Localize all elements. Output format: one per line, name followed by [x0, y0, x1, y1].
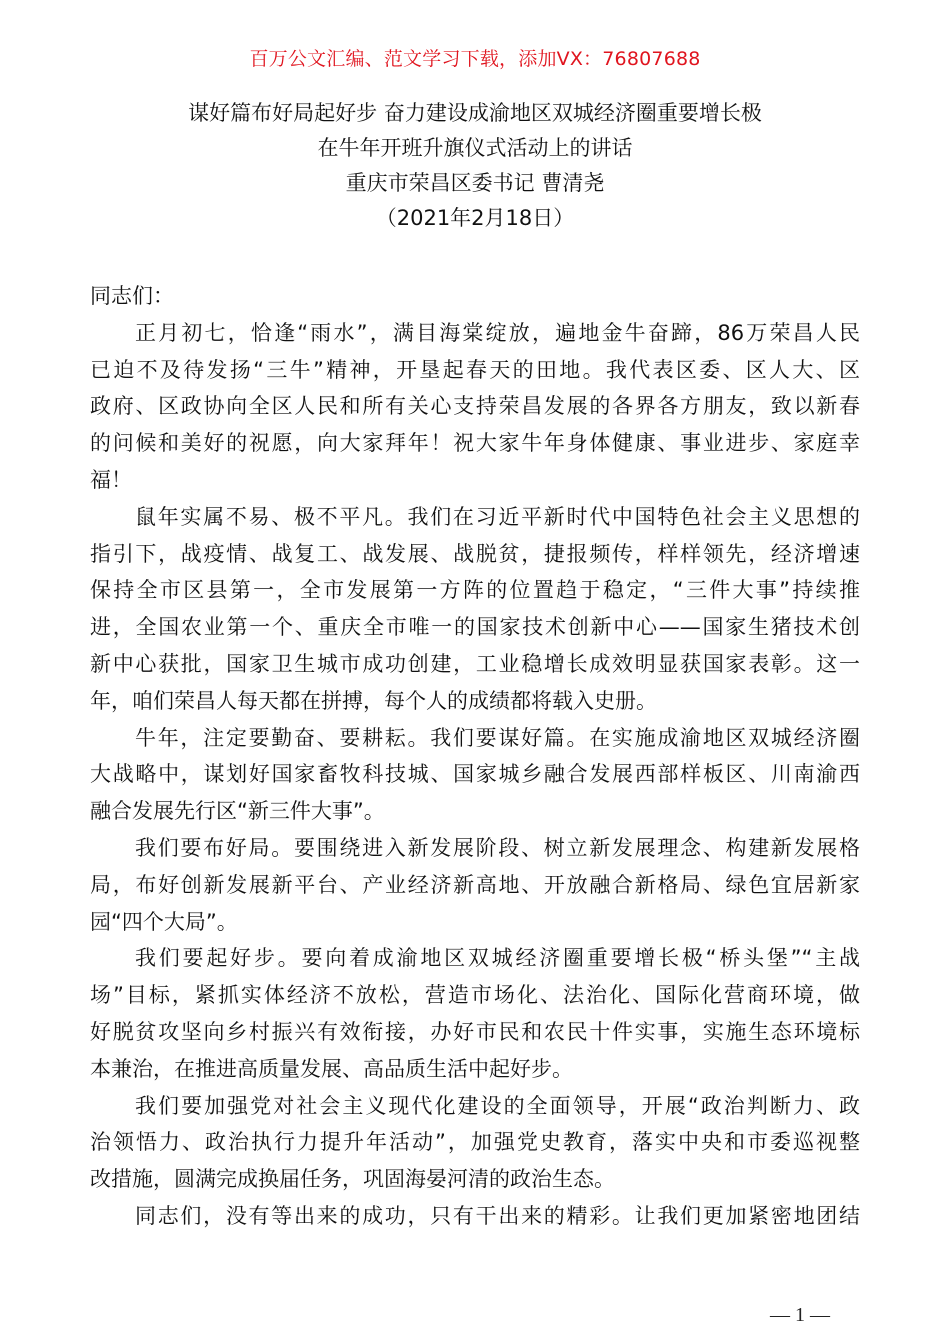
paragraph-line: 改措施，圆满完成换届任务，巩固海晏河清的政治生态。 — [90, 1167, 615, 1192]
paragraph-line: 福！ — [90, 467, 132, 492]
paragraph-first-line: 牛年，注定要勤奋、要耕耘。我们要谋好篇。在实施成渝地区双城经济圈 — [135, 725, 860, 750]
salutation: 同志们： — [90, 284, 174, 308]
body-lines — [90, 315, 860, 1235]
paragraph-line: 融合发展先行区“新三件大事”。 — [90, 799, 385, 824]
paragraph-line: 保持全市区县第一，全市发展第一方阵的位置趋于稳定，“三件大事”持续推 — [90, 578, 860, 603]
document-subtitle: 在牛年开班升旗仪式活动上的讲话 — [317, 136, 633, 160]
document-title-block — [0, 96, 950, 236]
paragraph-first-line: 我们要起好步。要向着成渝地区双城经济圈重要增长极“桥头堡”“主战 — [135, 946, 860, 971]
paragraph-line: 新中心获批，国家卫生城市成功创建，工业稳增长成效明显获国家表彰。这一 — [90, 651, 860, 676]
document-date: （2021年2月18日） — [375, 206, 575, 230]
paragraph-line: 的问候和美好的祝愿，向大家拜年！祝大家牛年身体健康、事业进步、家庭幸 — [90, 431, 860, 456]
paragraph-line: 已迫不及待发扬“三牛”精神，开垦起春天的田地。我代表区委、区人大、区 — [90, 357, 860, 382]
document-author: 重庆市荣昌区委书记 曹清尧 — [345, 171, 605, 195]
paragraph-line: 进，全国农业第一个、重庆全市唯一的国家技术创新中心——国家生猪技术创 — [90, 615, 860, 640]
document-body — [90, 278, 860, 1235]
paragraph-first-line: 我们要布好局。要围绕进入新发展阶段、树立新发展理念、构建新发展格 — [135, 835, 860, 860]
paragraph-first-line: 我们要加强党对社会主义现代化建设的全面领导，开展“政治判断力、政 — [135, 1093, 860, 1118]
watermark-banner: 百万公文汇编、范文学习下载，添加VX：76807688 — [249, 48, 701, 70]
paragraph-line: 大战略中，谋划好国家畜牧科技城、国家城乡融合发展西部样板区、川南渝西 — [90, 762, 860, 787]
paragraph-line: 园“四个大局”。 — [90, 909, 238, 934]
document-title: 谋好篇布好局起好步 奋力建设成渝地区双城经济圈重要增长极 — [188, 101, 762, 125]
paragraph-first-line: 同志们，没有等出来的成功，只有干出来的精彩。让我们更加紧密地团结 — [135, 1203, 860, 1228]
paragraph-line: 政府、区政协向全区人民和所有关心支持荣昌发展的各界各方朋友，致以新春 — [90, 394, 860, 419]
paragraph-line: 治领悟力、政治执行力提升年活动”，加强党史教育，落实中央和市委巡视整 — [90, 1130, 860, 1155]
paragraph-line: 指引下，战疫情、战复工、战发展、战脱贫，捷报频传，样样领先，经济增速 — [90, 541, 860, 566]
paragraph-line: 好脱贫攻坚向乡村振兴有效衔接，办好市民和农民十件实事，实施生态环境标 — [90, 1019, 860, 1044]
page-number: — 1 — — [770, 1304, 830, 1326]
paragraph-first-line: 正月初七，恰逢“雨水”，满目海棠绽放，遍地金牛奋蹄，86万荣昌人民 — [135, 320, 860, 345]
paragraph-line: 年，咱们荣昌人每天都在拼搏，每个人的成绩都将载入史册。 — [90, 688, 657, 713]
paragraph-line: 本兼治，在推进高质量发展、高品质生活中起好步。 — [90, 1056, 573, 1081]
paragraph-first-line: 鼠年实属不易、极不平凡。我们在习近平新时代中国特色社会主义思想的 — [135, 504, 860, 529]
paragraph-line: 局，布好创新发展新平台、产业经济新高地、开放融合新格局、绿色宜居新家 — [90, 872, 860, 897]
paragraph-line: 场”目标，紧抓实体经济不放松，营造市场化、法治化、国际化营商环境，做 — [90, 983, 860, 1008]
